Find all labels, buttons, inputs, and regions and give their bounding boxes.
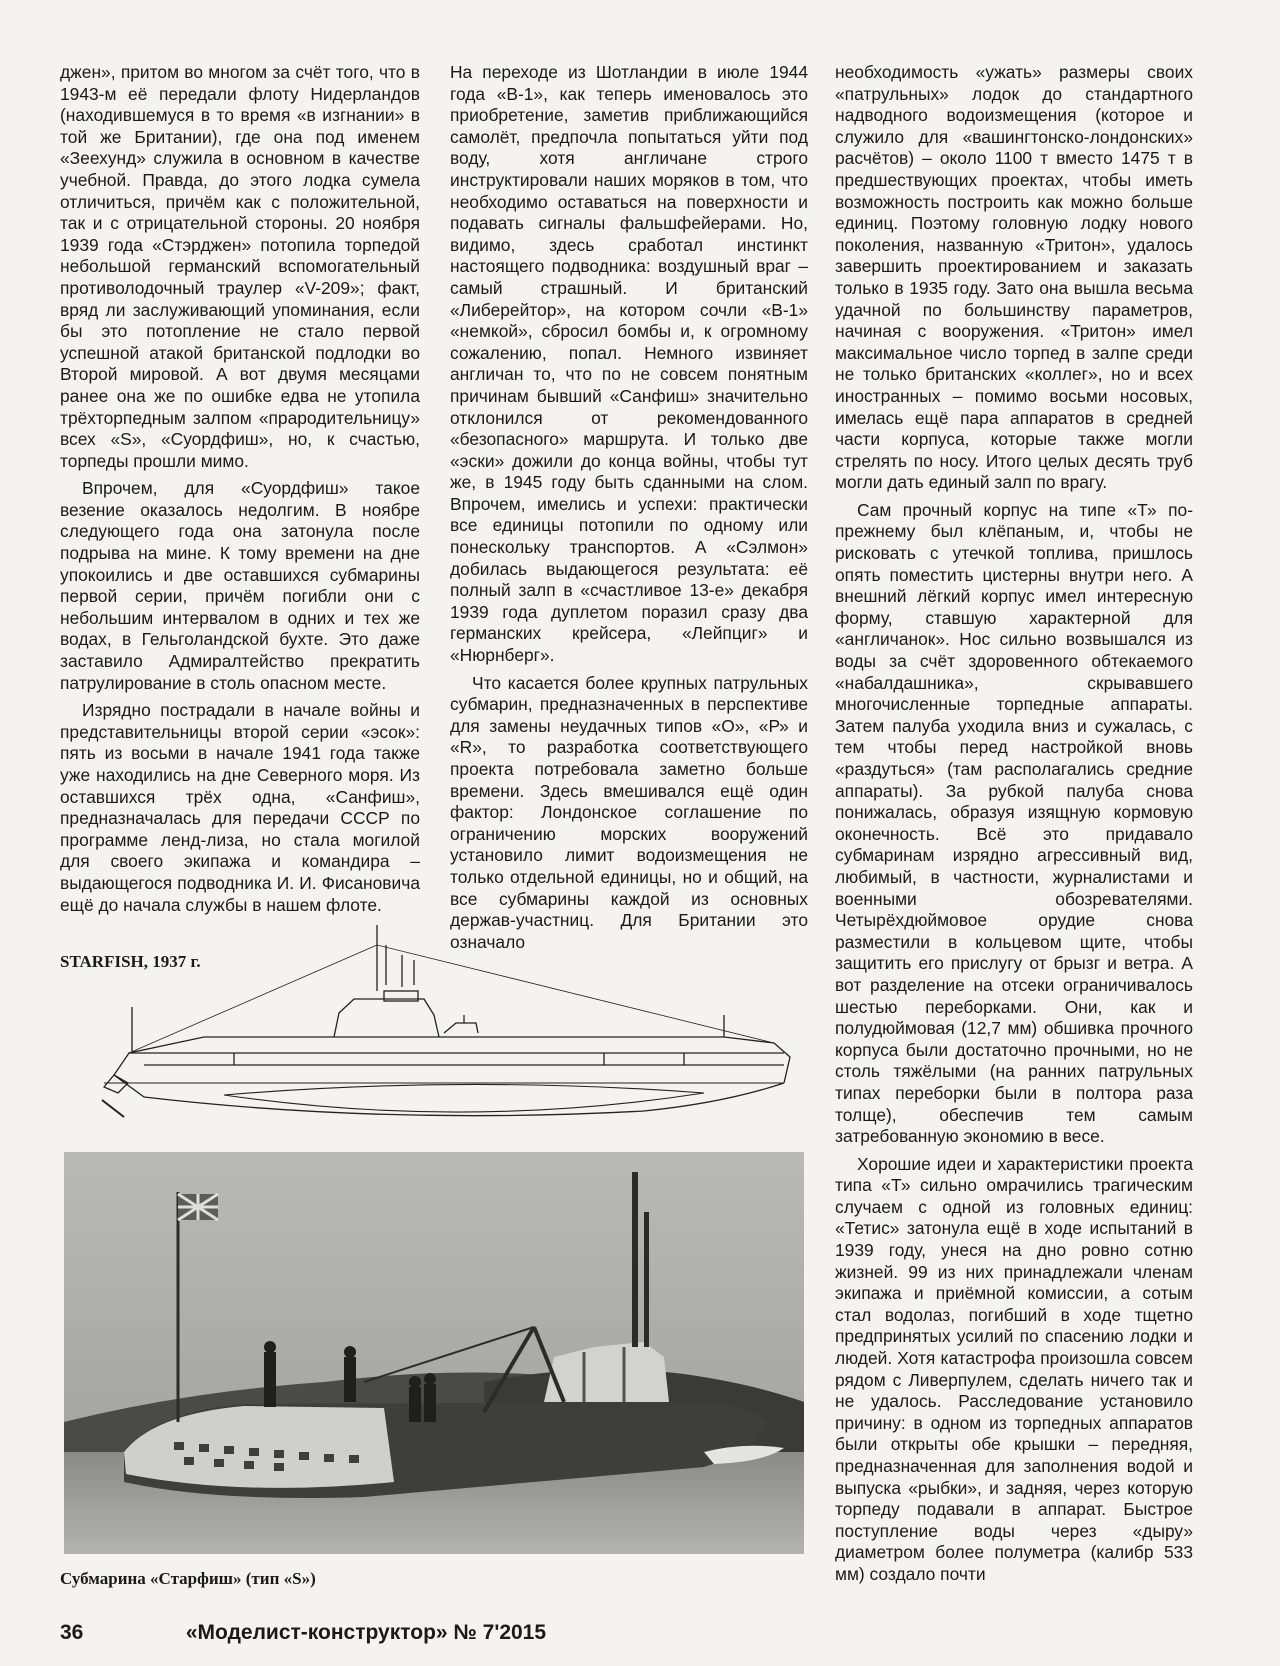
paragraph: Хорошие идеи и характеристики проекта типа «Т» сильно омрачились трагическим случаем с одной из головных единиц: «Тетис» затонула ещё в ходе испытаний в 1939 году, унеся на дно ровно сотню жизней. 99 из них принадлежали членам экипажа и приёмной комиссии, а сотым стал водолаз, погибший в ходе тщетно предпринятых усилий по спасению лодки и людей. Хотя катастрофа произошла совсем рядом с Ливерпулем, сделать ничего так и не удалось. Расследование установило причину: в одном из торпедных аппаратов были открыты обе крышки – передняя, предназначенная для заполнения водой и выпуска «рыбки», и задняя, через которую торпеду подавали в аппарат. Быстрое поступление воды через «дыру» диаметром более полуметра (калибр 533 мм) создало почти <box>835 1153 1193 1584</box>
submarine-profile-drawing <box>84 925 804 1140</box>
text-column-3 <box>835 62 1193 1586</box>
paragraph: необходимость «ужать» размеры своих «патрульных» лодок до стандартного надводного водоизмещения (которое и служило для «вашингтонско-лондонских» расчётов) – около 1100 т вместо 1475 т в предшествующих проектах, чтобы иметь возможность построить как можно больше единиц. Поэтому головную лодку нового поколения, названную «Тритон», удалось завершить проектированием и заказать только в 1935 году. Зато она вышла весьма удачной по большинству параметров, начиная с вооружения. «Тритон» имел максимальное число торпед в залпе среди не только британских «коллег», но и всех иностранных – помимо восьми носовых, имелась ещё пара аппаратов в средней части корпуса, которые также могли стрелять по носу. Итого целых десять труб могли дать единый залп по врагу. <box>835 62 1193 493</box>
paragraph: джен», притом во многом за счёт того, что в 1943-м её передали флоту Нидерландов (находившемуся в то время «в изгнании» в той же Британии), где она под именем «Зеехунд» служила в основном в качестве учебной. Правда, до этого лодка сумела отличиться, причём как с положительной, так и с отрицательной стороны. 20 ноября 1939 года «Стэрджен» потопила торпедой небольшой германский вспомогательный противолодочный траулер «V-209»; факт, вряд ли заслуживающий упоминания, если бы это потопление не стало первой успешной атакой британской подлодки во Второй мировой. А вот двумя месяцами ранее она же по ошибке едва не утопила трёхторпедным залпом «прародительницу» всех «S», «Суордфиш», но, к счастью, торпеды прошли мимо. <box>60 62 420 471</box>
page-number: 36 <box>60 1621 84 1644</box>
paragraph: На переходе из Шотландии в июле 1944 года «В-1», как теперь именовалось это приобретение, заметив приближающийся самолёт, предпочла попытаться уйти под воду, хотя англичане строго инструктировали наших моряков в том, что необходимо оставаться на поверхности и подавать сигналы фальшфейерами. Но, видимо, здесь сработал инстинкт настоящего подводника: воздушный враг – самый страшный. И британский «Либерейтор», на котором сочли «В-1» «немкой», сбросил бомбы и, к огромному сожалению, попал. Немного извиняет англичан то, что по не совсем понятным причинам бывший «Санфиш» значительно отклонился от рекомендованного «безопасного» маршрута. И только две «эски» дожили до конца войны, чтобы тут же, в 1945 году быть сданными на слом. Впрочем, имелись и успехи: практически все единицы потопили по одному или понескольку транспортов. А «Сэлмон» добилась выдающегося результата: её полный залп в «счастливое 13-е» декабря 1939 года дуплетом поразил сразу два германских крейсера, «Лейпциг» и «Нюрнберг». <box>450 62 808 666</box>
paragraph: Что касается более крупных патрульных субмарин, предназначенных в перспективе для замены неудачных типов «О», «Р» и «R», то разработка соответствующего проекта потребовала заметно больше времени. Здесь вмешивался ещё один фактор: Лондонское соглашение по ограничению морских вооружений установило лимит водоизмещения не только отдельной единицы, но и общий, на все субмарины каждой из основных держав-участниц. Для Британии это означало <box>450 672 808 952</box>
page-footer <box>60 1621 546 1645</box>
magazine-title: «Моделист-конструктор» № 7'2015 <box>185 1621 547 1644</box>
photo-caption: Субмарина «Старфиш» (тип «S») <box>60 1569 316 1588</box>
paragraph: Впрочем, для «Суордфиш» такое везение оказалось недолгим. В ноябре следующего года она затонула после подрыва на мине. К тому времени на дне упокоились и две оставшихся субмарины первой серии, причём погибли они с небольшим интервалом в одних и тех же водах, в Гельголандской бухте. Это даже заставило Адмиралтейство прекратить патрулирование в столь опасном месте. <box>60 478 420 693</box>
paragraph: Изрядно пострадали в начале войны и представительницы второй серии «эсок»: пять из восьми в начале 1941 года также уже находились на дне Северного моря. Из оставшихся трёх одна, «Санфиш», предназначалась для передачи СССР по программе ленд-лиза, но стала могилой для своего экипажа и командира – выдающегося подводника И. И. Фисановича ещё до начала службы в нашем флоте. <box>60 700 420 915</box>
paragraph: Сам прочный корпус на типе «Т» по-прежнему был клёпаным, и, чтобы не рисковать с утечкой топлива, пришлось опять поместить цистерны внутри него. А внешний лёгкий корпус имел интересную форму, ставшую характерной для «англичанок». Нос сильно возвышался из воды за счёт здоровенного обтекаемого «набалдашника», скрывавшего многочисленные торпедные аппараты. Затем палуба уходила вниз и сужалась, с тем чтобы перед настройкой вновь «раздуться» (там располагались средние аппараты). За рубкой палуба снова понижалась, образуя изящную кормовую оконечность. Всё это придавало субмаринам изрядно агрессивный вид, любимый, в частности, журналистами и военными обозревателями. Четырёхдюймовое орудие снова разместили в кольцевом щите, чтобы защитить его прислугу от брызг и ветра. А вот разделение на отсеки ограничивалось шестью переборками. Они, как и полудюймовая (12,7 мм) обшивка прочного корпуса были достаточно прочными, но не столь тяжёлыми (на ранних патрульных типах переборки были в полтора раза толще), обеспечив тем самым затребованную экономию в весе. <box>835 499 1193 1147</box>
text-column-2 <box>450 62 808 953</box>
drawing-label: STARFISH, 1937 г. <box>60 952 201 971</box>
text-column-1 <box>60 62 420 916</box>
submarine-photo <box>64 1152 804 1554</box>
